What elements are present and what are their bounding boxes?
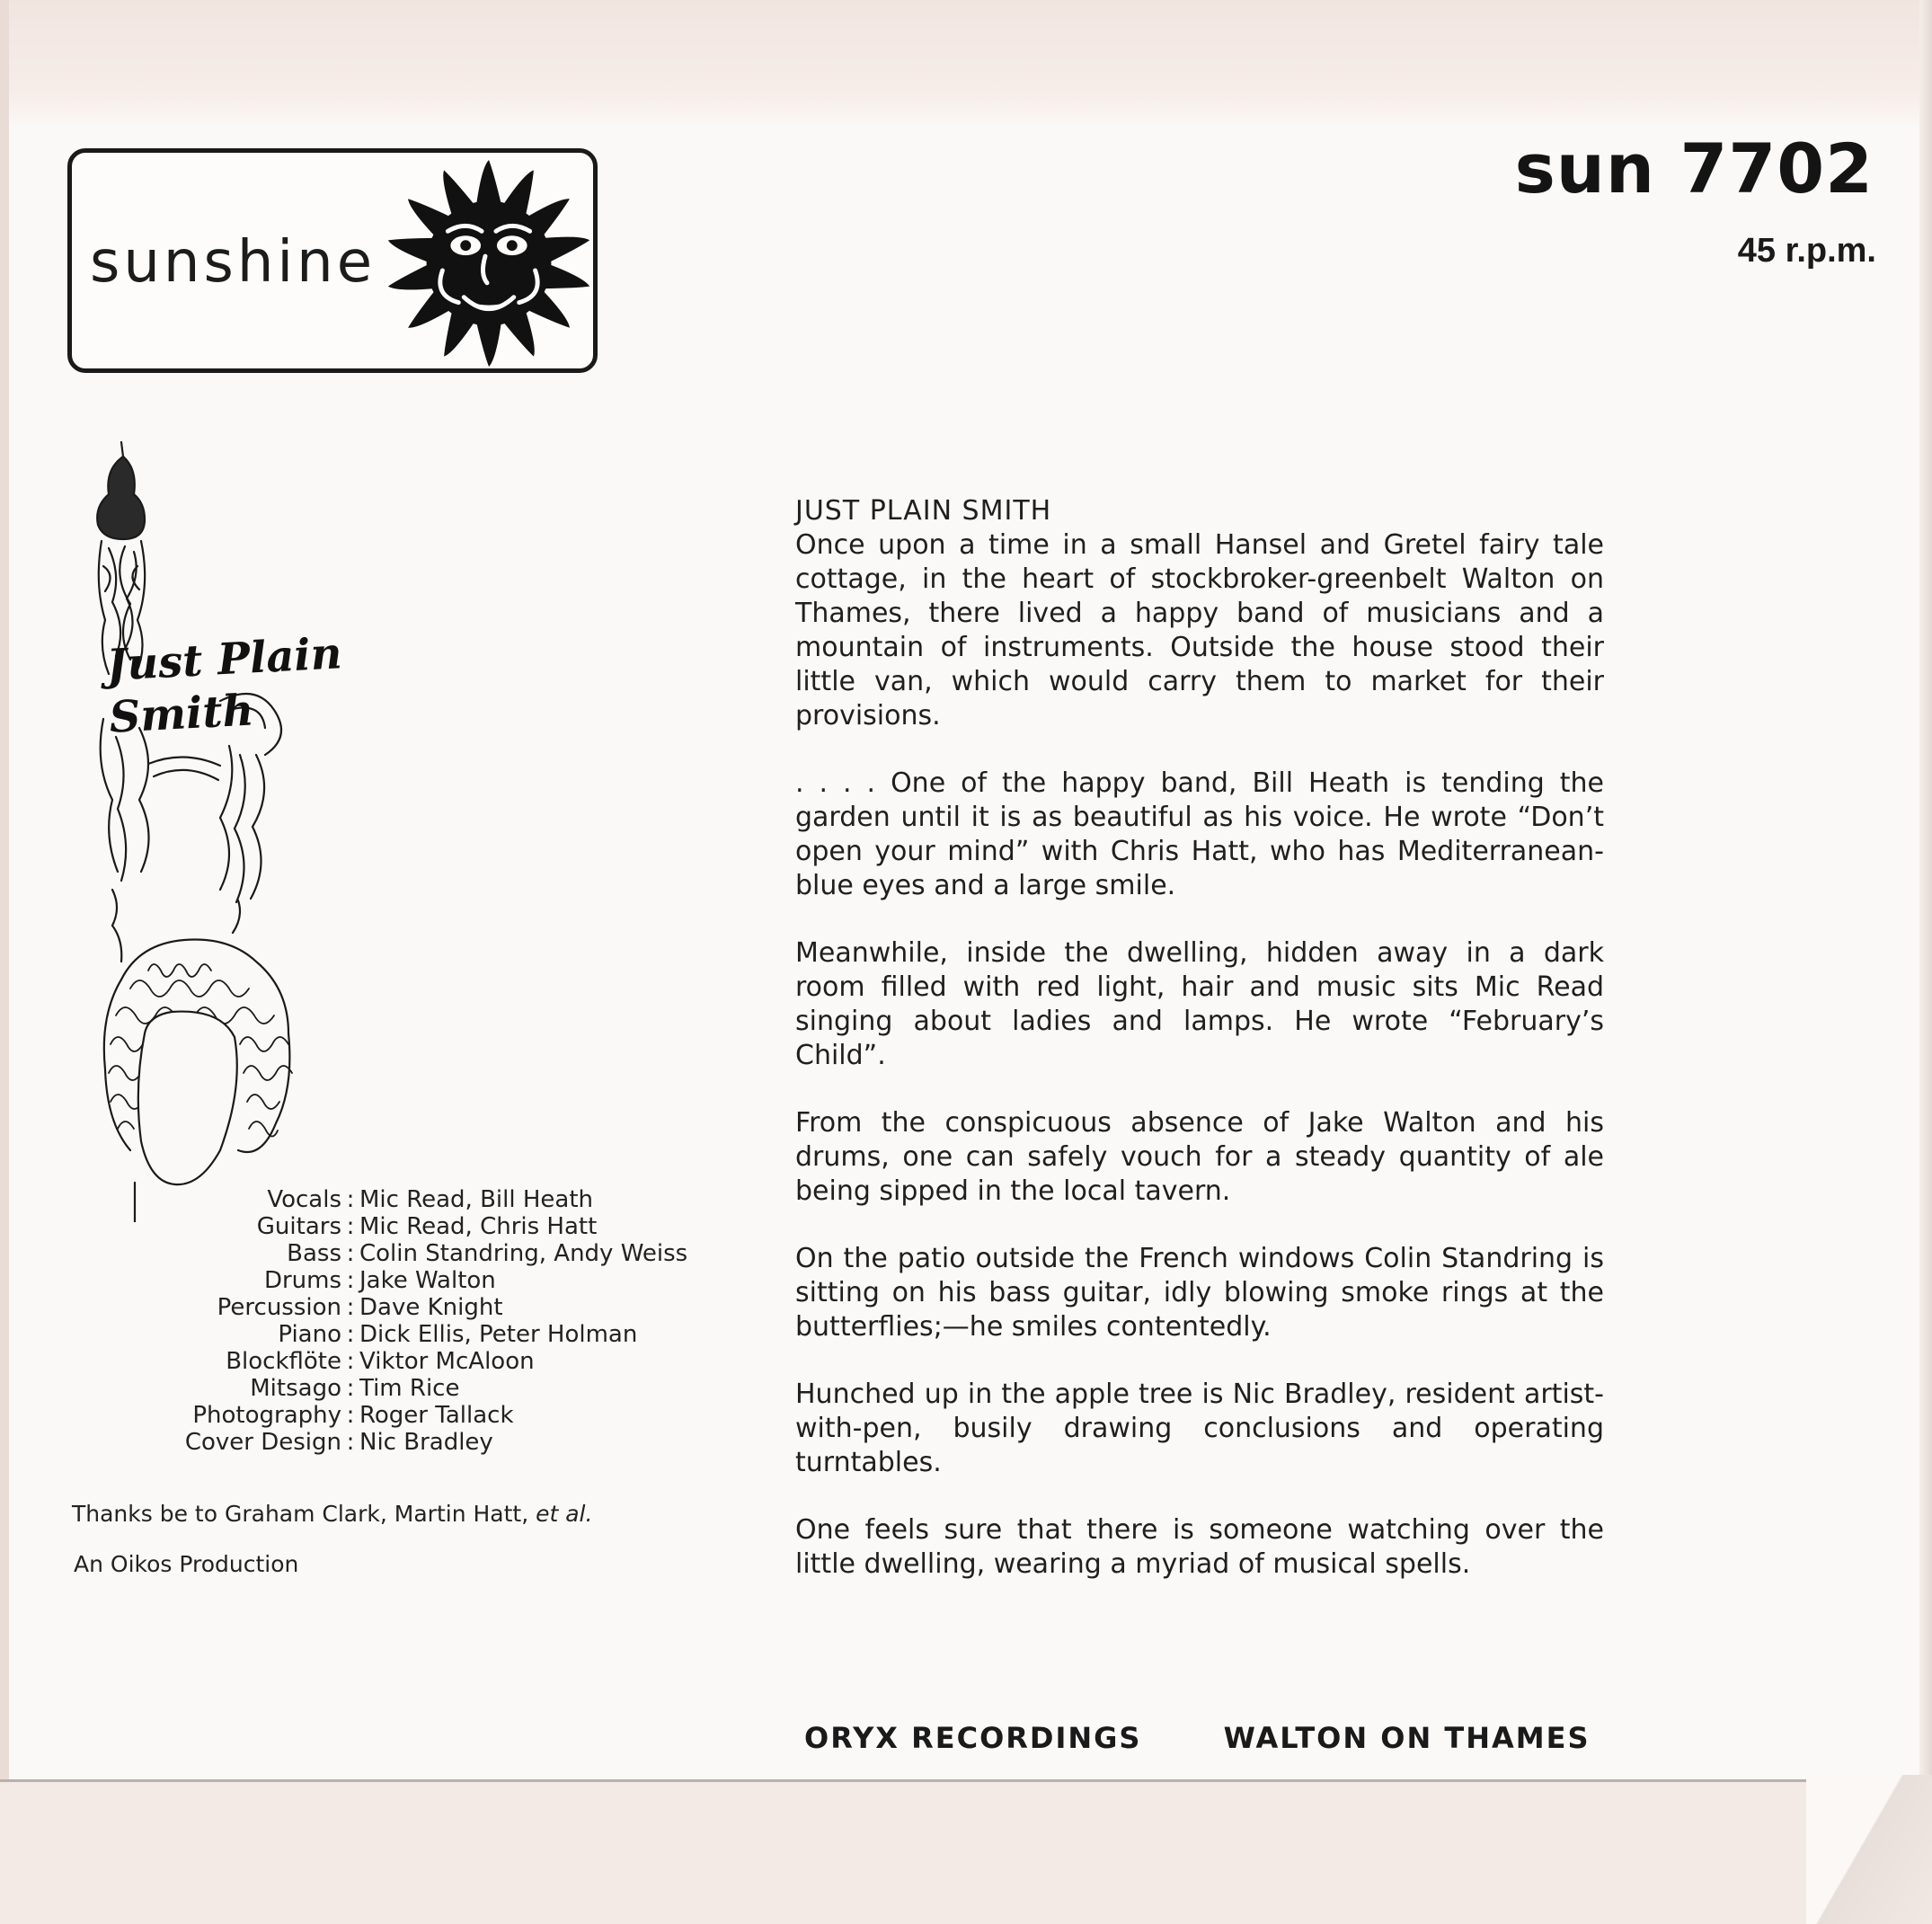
credit-role: Piano [278,1321,341,1348]
credit-role: Guitars [256,1213,341,1240]
thanks-text: Thanks be to Graham Clark, Martin Hatt, [72,1501,529,1527]
credit-role: Blockflöte [226,1348,341,1375]
credit-separator: : [346,1402,355,1429]
flap-fold [1806,1775,1932,1924]
liner-notes-title: JUST PLAIN SMITH [795,495,1052,527]
credit-names: Colin Standring, Andy Weiss [359,1240,688,1267]
liner-paragraph: From the conspicuous absence of Jake Walton and his drums, one can safely vouch for a steady quantity of ale being sipped in the local tavern. [795,1107,1604,1207]
pear-hair-figure-illustration [85,440,346,1222]
label-footer [804,1721,1591,1755]
credit-separator: : [346,1429,355,1456]
credit-separator: : [346,1294,355,1321]
illustration-title [105,627,346,744]
production-credit: An Oikos Production [74,1551,299,1577]
credit-row [135,1321,719,1348]
credit-row [135,1294,719,1321]
credit-separator: : [346,1375,355,1402]
credit-names: Dick Ellis, Peter Holman [359,1321,638,1348]
illustration-title-line1: Just Plain [105,628,343,691]
liner-paragraph: Meanwhile, inside the dwelling, hidden away in a dark room filled with red light, hair and music sits Mic Read singing about ladies and lamps. He wrote “February’s Child”. [795,937,1604,1071]
credits-list [135,1186,719,1456]
logo-wordmark: sunshine [90,229,377,296]
top-margin-strip [0,0,1932,126]
credit-names: Nic Bradley [359,1429,493,1456]
credit-names: Dave Knight [359,1294,503,1321]
right-edge [1919,0,1932,1924]
record-company-location: WALTON ON THAMES [1223,1721,1591,1755]
credit-separator: : [346,1321,355,1348]
credit-names: Viktor McAloon [359,1348,535,1375]
credit-names: Roger Tallack [359,1402,514,1429]
label-logo [67,148,598,373]
credit-separator: : [346,1186,355,1213]
liner-paragraph: Hunched up in the apple tree is Nic Bradley, resident artist-with-pen, busily drawing conclusions and operating turntables. [795,1379,1604,1478]
liner-paragraph: On the patio outside the French windows Colin Standring is sitting on his bass guitar, idly blowing smoke rings at the butterflies;—he smiles contentedly. [795,1243,1604,1343]
credit-row [135,1213,719,1240]
credit-separator: : [346,1348,355,1375]
left-edge [0,0,9,1924]
credit-row [135,1267,719,1294]
playback-speed: 45 r.p.m. [1737,232,1876,270]
credit-role: Drums [263,1267,341,1294]
credit-row [135,1348,719,1375]
catalog-number: sun 7702 [1514,129,1874,208]
credit-separator: : [346,1213,355,1240]
thanks-line [72,1501,592,1527]
credit-names: Mic Read, Bill Heath [359,1186,593,1213]
credit-role: Mitsago [250,1375,341,1402]
credit-role: Bass [287,1240,341,1267]
credit-row [135,1402,719,1429]
credit-role: Photography [192,1402,341,1429]
liner-paragraph: . . . . One of the happy band, Bill Heath is tending the garden until it is as beautiful as his voice. He wrote “Don’t open your mind” with Chris Hatt, who has Mediterranean-blue eyes and a large smile. [795,767,1604,901]
credit-names: Tim Rice [359,1375,460,1402]
credit-row [135,1429,719,1456]
illustration-title-line2: Smith [108,685,255,743]
credit-separator: : [346,1267,355,1294]
smiling-sun-icon [382,156,596,370]
record-company: ORYX RECORDINGS [804,1721,1142,1755]
liner-paragraph: Once upon a time in a small Hansel and Gretel fairy tale cottage, in the heart of stockbroker-greenbelt Walton on Thames, there lived a happy band of musicians and a mountain of instruments. Outside the house stood their little van, which would carry them to market for their provisions. [795,529,1604,731]
credit-names: Mic Read, Chris Hatt [359,1213,598,1240]
credit-role: Vocals [267,1186,341,1213]
bottom-flap [0,1779,1932,1924]
liner-paragraph: One feels sure that there is someone watching over the little dwelling, wearing a myriad of musical spells. [795,1514,1604,1580]
credit-separator: : [346,1240,355,1267]
credit-row [135,1375,719,1402]
credit-role: Percussion [217,1294,341,1321]
thanks-etal: et al. [536,1501,593,1527]
credit-names: Jake Walton [359,1267,496,1294]
liner-notes [795,494,1604,1615]
credit-row [135,1186,719,1213]
credit-row [135,1240,719,1267]
credit-role: Cover Design [184,1429,341,1456]
